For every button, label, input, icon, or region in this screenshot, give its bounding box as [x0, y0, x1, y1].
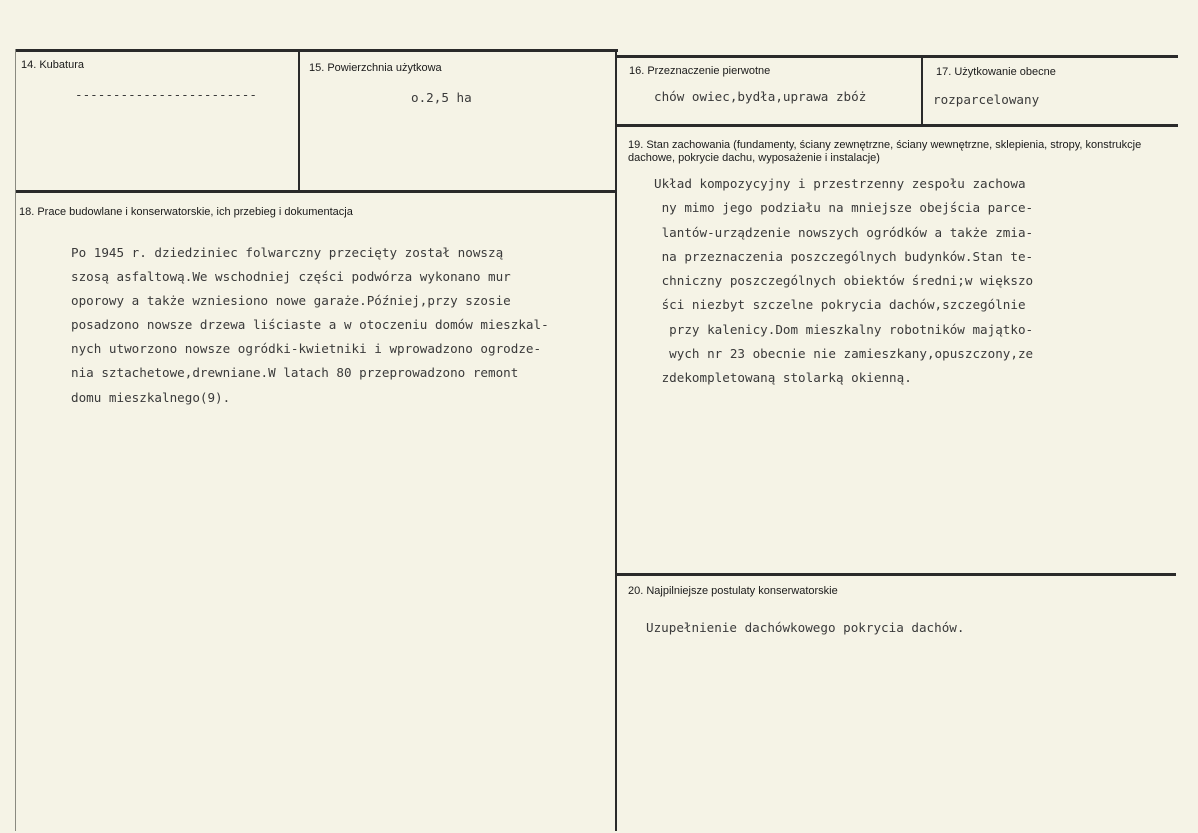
rule-above-20: [616, 573, 1176, 576]
rule-under-14-15: [16, 190, 616, 193]
divider-16-17: [921, 55, 923, 126]
field-label-przeznaczenie: 16. Przeznaczenie pierwotne: [629, 65, 771, 77]
text-line: posadzono nowsze drzewa liściaste a w otoczeniu domów mieszkal-: [71, 317, 549, 333]
top-rule-left: [16, 49, 618, 52]
field-text-stan: [654, 172, 1033, 391]
field-value-postulaty: Uzupełnienie dachówkowego pokrycia dachów.: [646, 620, 965, 635]
field-text-prace: [71, 241, 549, 410]
field-value-powierzchnia: o.2,5 ha: [411, 90, 472, 105]
text-line: wych nr 23 obecnie nie zamieszkany,opuszczony,ze: [654, 346, 1034, 362]
divider-15-16: [615, 49, 617, 831]
text-line: lantów-urządzenie nowszych ogródków a także zmia-: [654, 224, 1034, 240]
text-line: ści niezbyt szczelne pokrycia dachów,szczególnie: [654, 297, 1026, 313]
text-line: przy kalenicy.Dom mieszkalny robotników majątko-: [654, 321, 1034, 337]
text-line: szosą asfaltową.We wschodniej części podwórza wykonano mur: [71, 269, 511, 285]
field-value-uzytkowanie: rozparcelowany: [933, 92, 1040, 107]
text-line: na przeznaczenia poszczególnych budynków.Stan te-: [654, 248, 1034, 264]
field-label-kubatura: 14. Kubatura: [21, 59, 84, 71]
field-label-powierzchnia: 15. Powierzchnia użytkowa: [309, 62, 442, 74]
text-line: domu mieszkalnego(9).: [71, 389, 231, 405]
field-label-postulaty: 20. Najpilniejsze postulaty konserwatorskie: [628, 585, 838, 597]
field-value-przeznaczenie: chów owiec,bydła,uprawa zbóż: [654, 89, 867, 104]
field-label-uzytkowanie: 17. Użytkowanie obecne: [936, 66, 1056, 78]
text-line: ny mimo jego podziału na mniejsze obejścia parce-: [654, 200, 1034, 216]
left-frame-edge: [15, 49, 16, 831]
text-line: nych utworzono nowsze ogródki-kwietniki i wprowadzono ogrodze-: [71, 341, 542, 357]
text-line: Układ kompozycyjny i przestrzenny zespołu zachowa: [654, 176, 1026, 191]
field-label-prace: 18. Prace budowlane i konserwatorskie, ich przebieg i dokumentacja: [19, 206, 353, 218]
divider-14-15: [298, 49, 300, 193]
text-line: oporowy a także wzniesiono nowe garaże.Później,przy szosie: [71, 293, 511, 309]
field-label-stan: 19. Stan zachowania (fundamenty, ściany zewnętrzne, ściany wewnętrzne, sklepienia, stropy, konstrukcje dachowe, pokrycie dachu, wyposażenie i instalacje): [628, 139, 1142, 164]
rule-under-16-17: [616, 124, 1178, 127]
text-line: nia sztachetowe,drewniane.W latach 80 przeprowadzono remont: [71, 365, 519, 381]
top-rule-right: [616, 55, 1178, 58]
text-line: chniczny poszczególnych obiektów średni;w większo: [654, 273, 1034, 289]
text-line: Po 1945 r. dziedziniec folwarczny przecięty został nowszą: [71, 245, 504, 260]
field-value-kubatura: ------------------------: [75, 87, 257, 102]
text-line: zdekompletowaną stolarką okienną.: [654, 370, 912, 386]
